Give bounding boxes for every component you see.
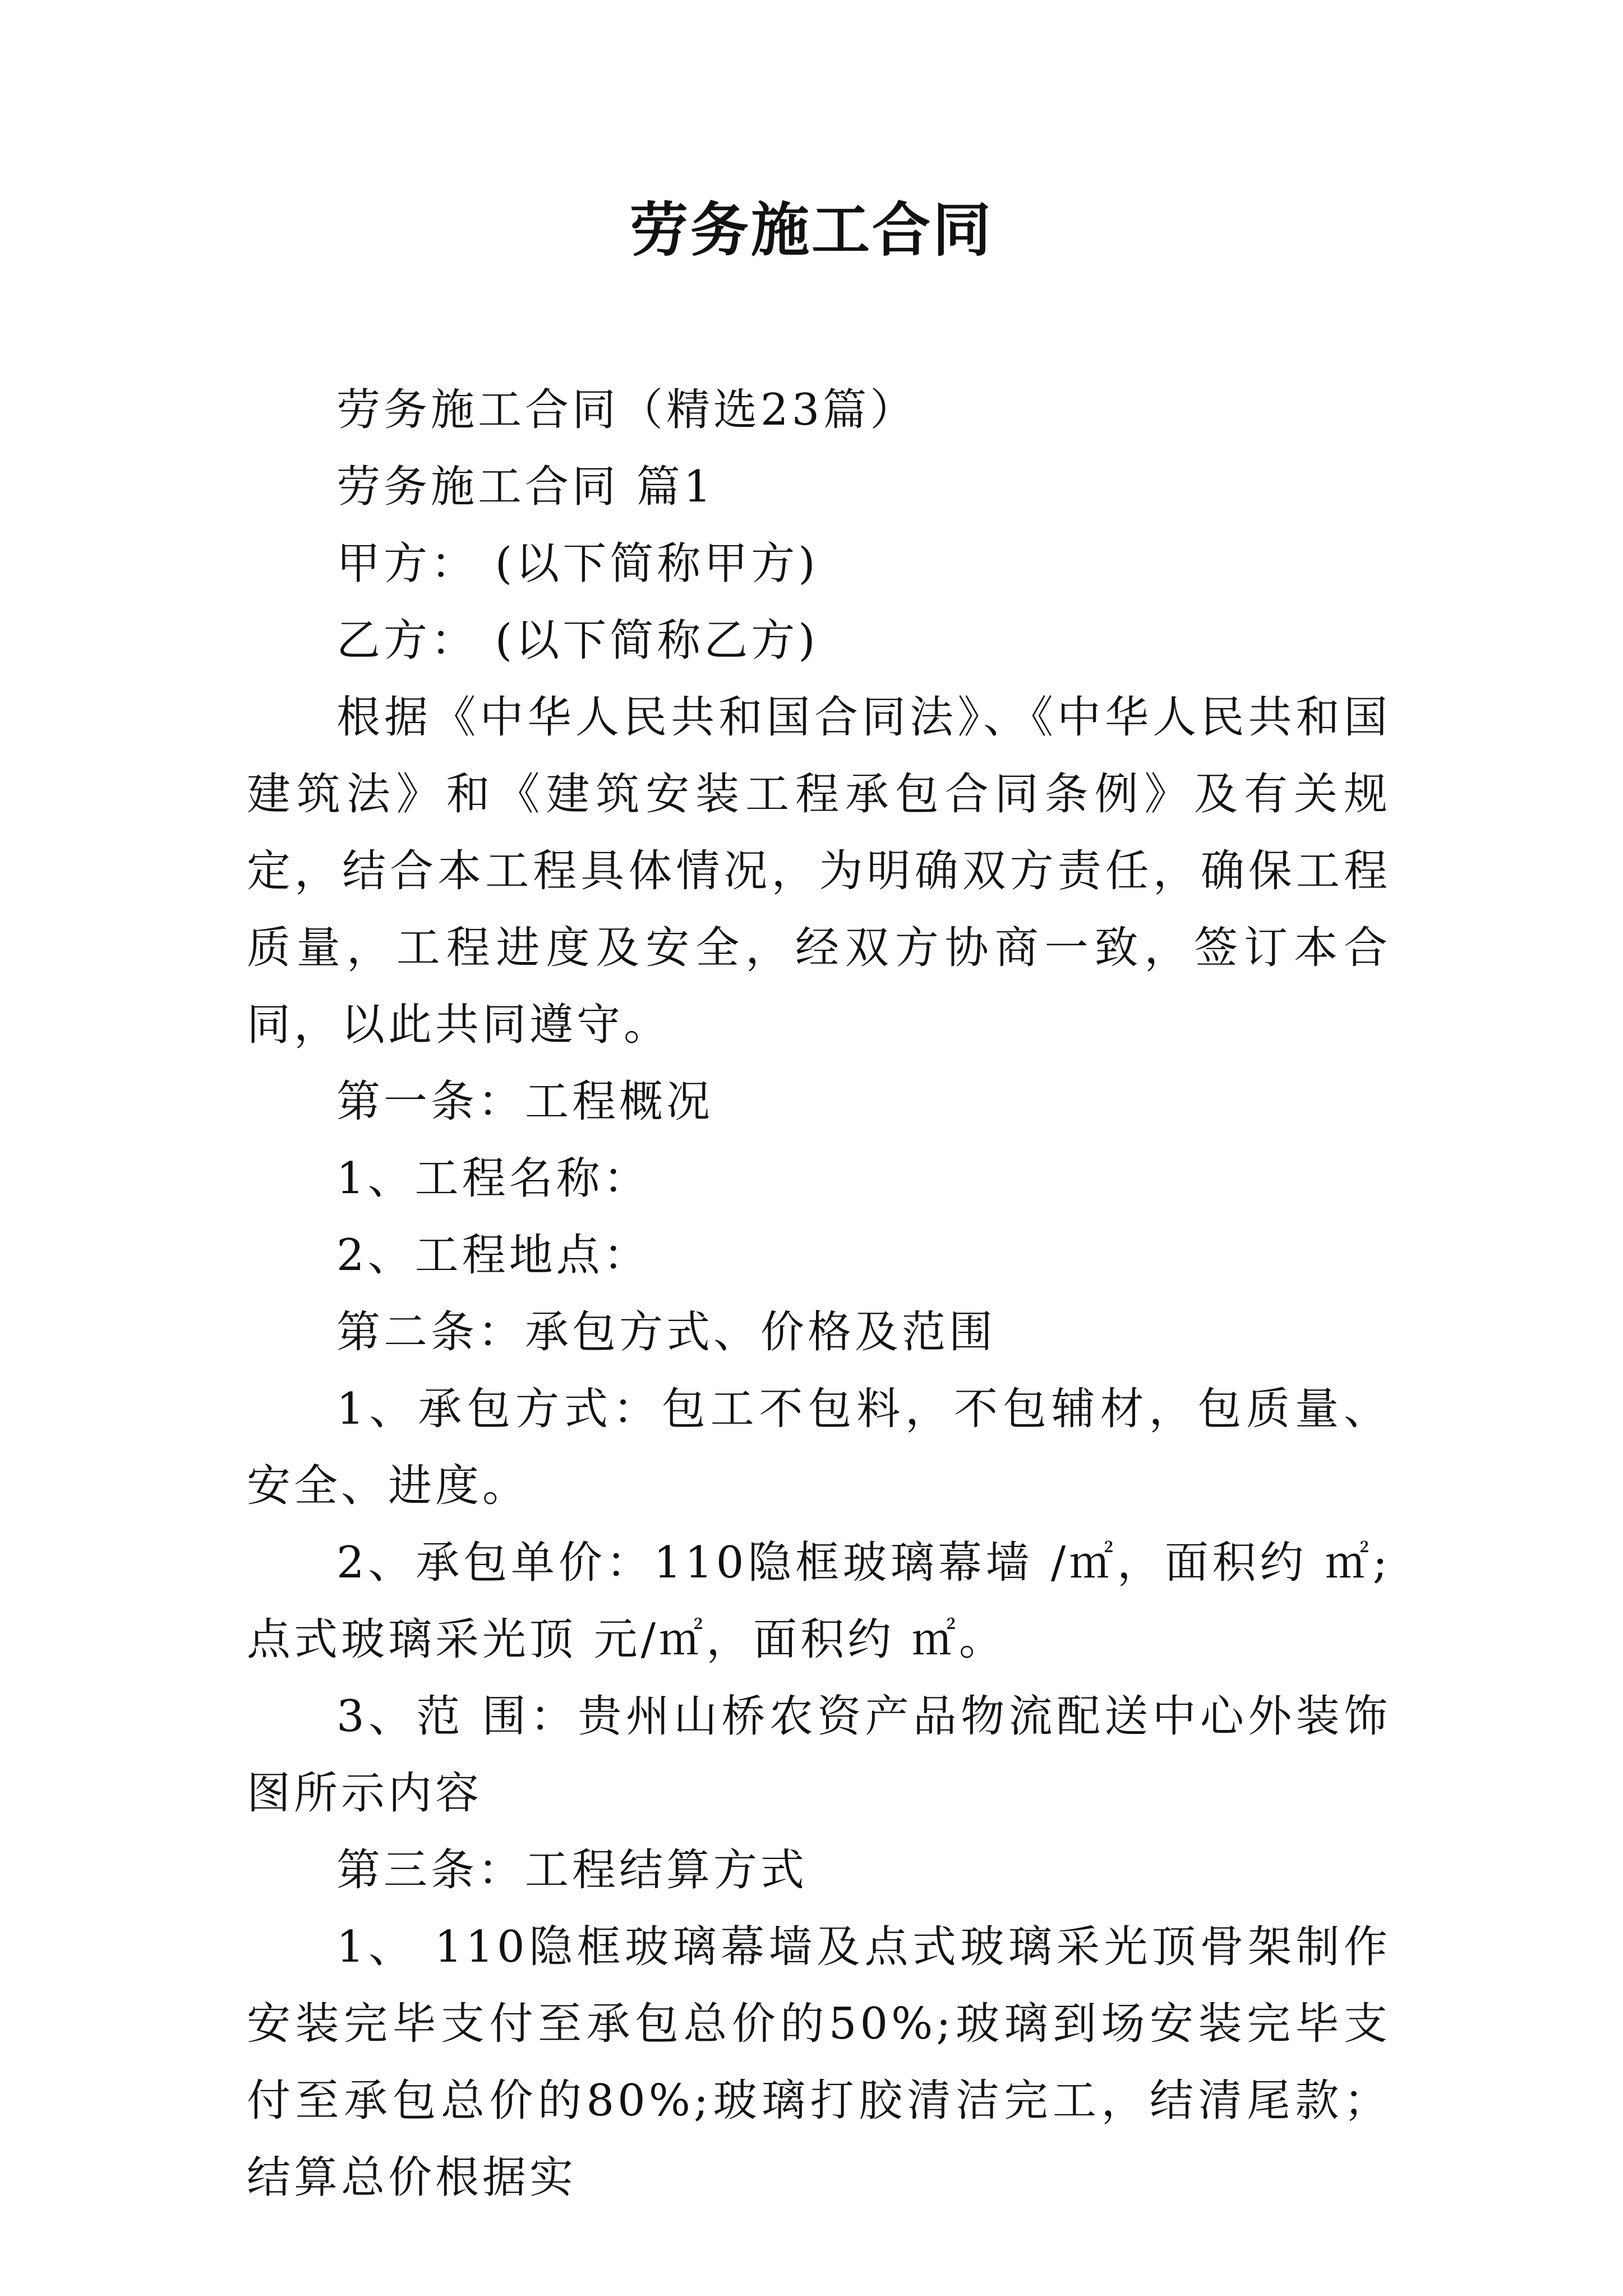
party-b-line: 乙方： (以下简称乙方) — [336, 615, 819, 666]
unit-price-paragraph: 2、承包单价：110隐框玻璃幕墙 /㎡，面积约 ㎡;点式玻璃采光顶 元/㎡，面积约 ㎡。 — [247, 1538, 1391, 1665]
contract-method-paragraph: 1、承包方式：包工不包料，不包辅材，包质量、安全、进度。 — [247, 1384, 1391, 1511]
article-1-heading: 第一条：工程概况 — [336, 1076, 714, 1127]
document-title: 劳务施工合同 — [629, 195, 993, 264]
article-2-heading: 第二条：承包方式、价格及范围 — [336, 1307, 997, 1358]
article-3-heading: 第三条：工程结算方式 — [336, 1845, 808, 1895]
document-body — [247, 372, 1391, 2216]
preamble-paragraph: 根据《中华人民共和国合同法》、《中华人民共和国建筑法》和《建筑安装工程承包合同条例》及有关规定，结合本工程具体情况，为明确双方责任，确保工程质量，工程进度及安全，经双方协商一致，签订本合同，以此共同遵守。 — [247, 692, 1391, 1050]
party-a-line: 甲方： (以下简称甲方) — [336, 539, 819, 589]
section-heading-1: 劳务施工合同 篇1 — [336, 462, 715, 512]
subtitle-paragraph: 劳务施工合同（精选23篇） — [336, 385, 917, 435]
settlement-paragraph: 1、 110隐框玻璃幕墙及点式玻璃采光顶骨架制作安装完毕支付至承包总价的50%;玻璃到场安装完毕支付至承包总价的80%;玻璃打胶清洁完工，结清尾款；结算总价根据实 — [247, 1922, 1391, 2203]
project-location-line: 2、工程地点： — [336, 1230, 651, 1281]
project-name-line: 1、工程名称： — [336, 1153, 651, 1204]
scope-paragraph: 3、范 围：贵州山桥农资产品物流配送中心外装饰图所示内容 — [247, 1691, 1391, 1819]
